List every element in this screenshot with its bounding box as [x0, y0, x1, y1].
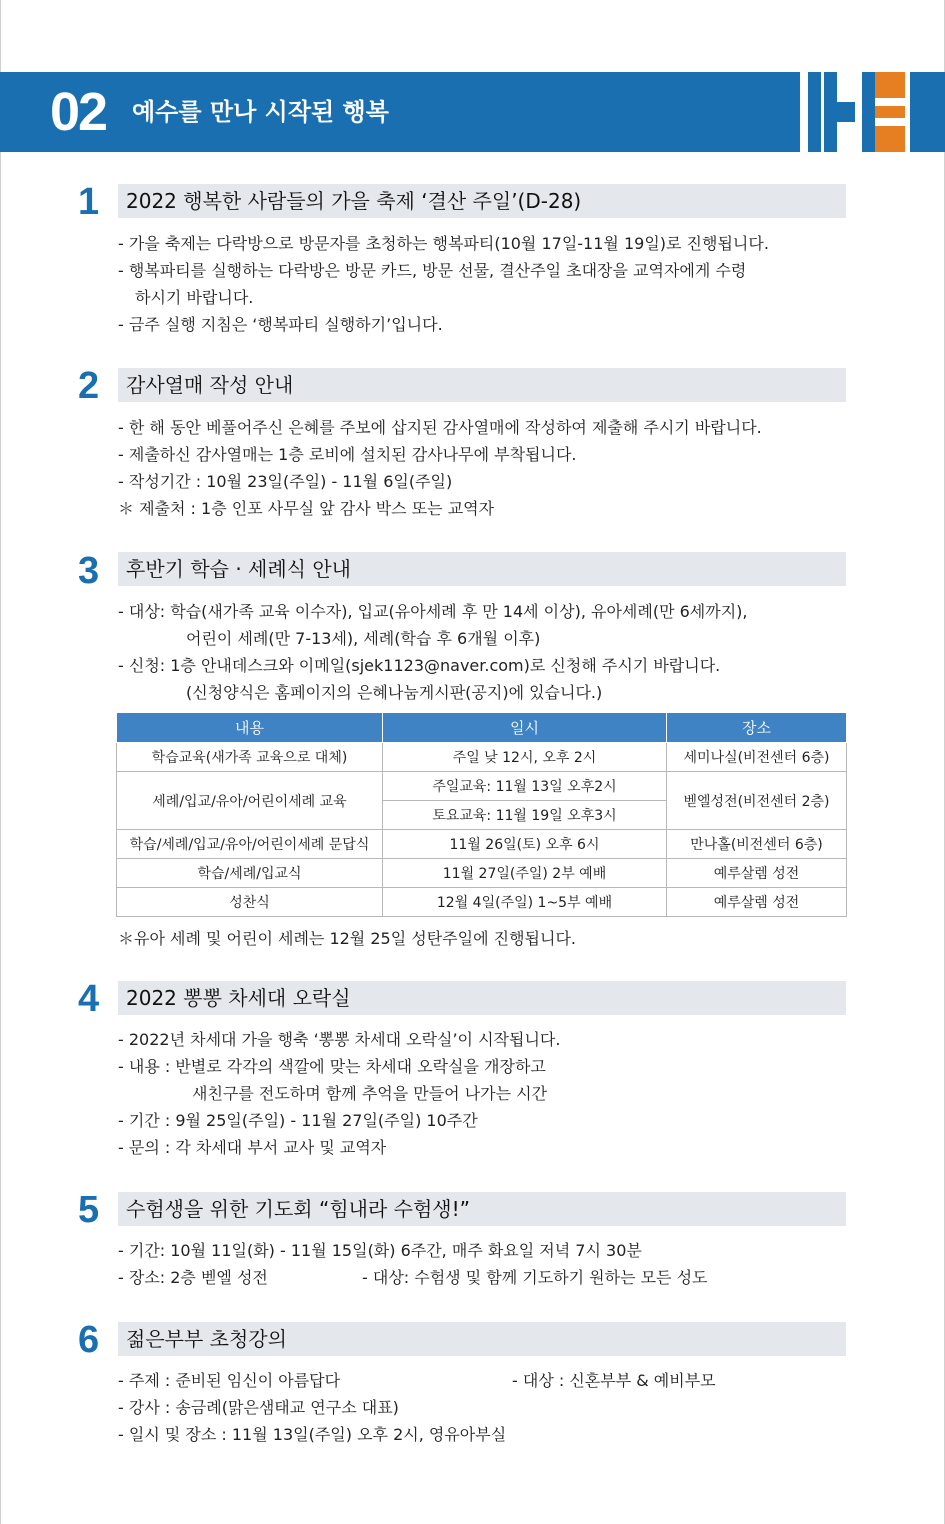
section-6-title: 젊은부부 초청강의	[126, 1327, 287, 1351]
section-2-number: 2	[78, 365, 100, 407]
section-1-number: 1	[78, 181, 100, 223]
section-6-line: - 강사 : 송금례(맑은샘태교 연구소 대표)	[118, 1398, 399, 1417]
table-row	[117, 743, 847, 772]
section-6-line: - 대상 : 신혼부부 & 예비부모	[512, 1371, 716, 1390]
table-cell: 주일교육: 11월 13일 오후2시	[383, 772, 667, 801]
table-cell: 토요교육: 11월 19일 오후3시	[383, 801, 667, 830]
section-3-line: (신청양식은 홈페이지의 은혜나눔게시판(공지)에 있습니다.)	[186, 683, 603, 702]
table-cell: 학습/세례/입교/유아/어린이세례 문답식	[117, 830, 383, 859]
section-3-line: - 대상: 학습(새가족 교육 이수자), 입교(유아세례 후 만 14세 이상), 유아세례(만 6세까지),	[118, 602, 748, 621]
table-row	[117, 888, 847, 917]
section-4-line: - 2022년 차세대 가을 행축 ‘뽕뽕 차세대 오락실’이 시작됩니다.	[118, 1030, 561, 1049]
section-1-line: 하시기 바랍니다.	[135, 288, 254, 307]
section-2-line: - 한 해 동안 베풀어주신 은혜를 주보에 삽지된 감사열매에 작성하여 제출해 주시기 바랍니다.	[118, 418, 762, 437]
section-5-line: - 기간: 10월 11일(화) - 11월 15일(화) 6주간, 매주 화요일 저녁 7시 30분	[118, 1241, 642, 1260]
table-header-row	[117, 713, 847, 743]
section-6-line: - 주제 : 준비된 임신이 아름답다	[118, 1371, 341, 1390]
section-1-line: - 행복파티를 실행하는 다락방은 방문 카드, 방문 선물, 결산주일 초대장을 교역자에게 수령	[118, 261, 747, 280]
section-6-number: 6	[78, 1319, 100, 1361]
section-4-line: - 문의 : 각 차세대 부서 교사 및 교역자	[118, 1138, 387, 1157]
section-1-title: 2022 행복한 사람들의 가을 축제 ‘결산 주일’(D-28)	[126, 189, 582, 213]
section-5-title: 수험생을 위한 기도회 “힘내라 수험생!”	[126, 1197, 470, 1221]
header-title: 예수를 만나 시작된 행복	[132, 98, 389, 126]
table-cell: 학습교육(새가족 교육으로 대체)	[117, 743, 383, 772]
schedule-table	[116, 712, 847, 917]
section-4-number: 4	[78, 978, 100, 1020]
table-row	[117, 772, 847, 801]
section-2-line: - 작성기간 : 10월 23일(주일) - 11월 6일(주일)	[118, 472, 453, 491]
section-4-line: 새친구를 전도하며 함께 추억을 만들어 나가는 시간	[192, 1084, 548, 1103]
church-logo-icon	[800, 72, 910, 152]
table-cell: 학습/세례/입교식	[117, 859, 383, 888]
table-cell: 11월 27일(주일) 2부 예배	[383, 859, 667, 888]
section-3-number: 3	[78, 550, 100, 592]
section-4-line: - 내용 : 반별로 각각의 색깔에 맞는 차세대 오락실을 개장하고	[118, 1057, 546, 1076]
header-number: 02	[50, 82, 107, 142]
table-cell: 12월 4일(주일) 1~5부 예배	[383, 888, 667, 917]
table-cell: 세례/입교/유아/어린이세례 교육	[117, 772, 383, 830]
section-4-title: 2022 뽕뽕 차세대 오락실	[126, 986, 351, 1010]
table-row	[117, 830, 847, 859]
section-2-line: - 제출하신 감사열매는 1층 로비에 설치된 감사나무에 부착됩니다.	[118, 445, 577, 464]
table-cell: 성찬식	[117, 888, 383, 917]
section-2-line: ＊ 제출처 : 1층 인포 사무실 앞 감사 박스 또는 교역자	[118, 499, 495, 518]
section-1-line: - 금주 실행 지침은 ‘행복파티 실행하기’입니다.	[118, 315, 443, 334]
section-6-line: - 일시 및 장소 : 11월 13일(주일) 오후 2시, 영유아부실	[118, 1425, 507, 1444]
section-3-line: - 신청: 1층 안내데스크와 이메일(sjek1123@naver.com)로 신청해 주시기 바랍니다.	[118, 656, 721, 675]
section-3-note: ＊유아 세례 및 어린이 세례는 12월 25일 성탄주일에 진행됩니다.	[118, 929, 576, 948]
table-header: 장소	[667, 713, 847, 743]
table-row	[117, 859, 847, 888]
section-2-title: 감사열매 작성 안내	[126, 373, 294, 397]
section-1-line: - 가을 축제는 다락방으로 방문자를 초청하는 행복파티(10월 17일-11월 19일)로 진행됩니다.	[118, 234, 769, 253]
table-cell: 주일 낮 12시, 오후 2시	[383, 743, 667, 772]
table-cell: 만나홀(비전센터 6층)	[667, 830, 847, 859]
section-5-number: 5	[78, 1189, 100, 1231]
section-5-line: - 대상: 수험생 및 함께 기도하기 원하는 모든 성도	[362, 1268, 708, 1287]
table-cell: 예루살렘 성전	[667, 859, 847, 888]
table-header: 일시	[383, 713, 667, 743]
table-cell: 벧엘성전(비전센터 2층)	[667, 772, 847, 830]
table-cell: 세미나실(비전센터 6층)	[667, 743, 847, 772]
section-3-title: 후반기 학습 · 세례식 안내	[126, 557, 351, 581]
section-5-line: - 장소: 2층 벧엘 성전	[118, 1268, 268, 1287]
section-4-line: - 기간 : 9월 25일(주일) - 11월 27일(주일) 10주간	[118, 1111, 478, 1130]
table-header: 내용	[117, 713, 383, 743]
section-3-line: 어린이 세례(만 7-13세), 세례(학습 후 6개월 이후)	[186, 629, 541, 648]
table-cell: 예루살렘 성전	[667, 888, 847, 917]
table-cell: 11월 26일(토) 오후 6시	[383, 830, 667, 859]
